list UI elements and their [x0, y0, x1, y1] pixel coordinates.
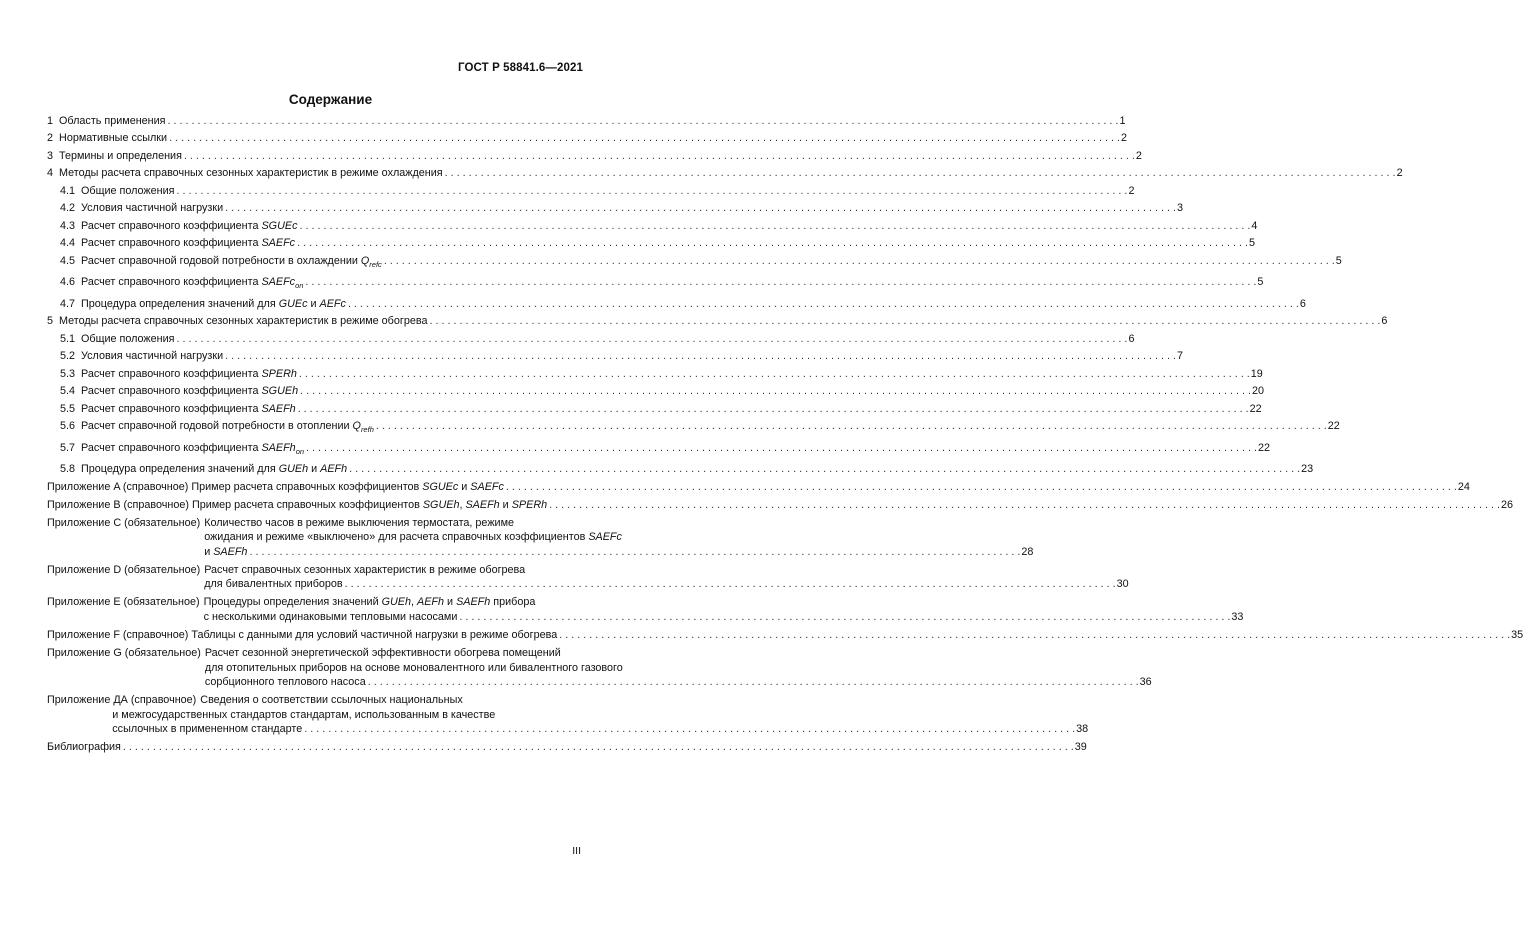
dot-leader: [348, 297, 1299, 312]
section-title: Процедура определения значений для: [81, 463, 276, 476]
section-title: Методы расчета справочных сезонных характеристик в режиме обогрева: [59, 315, 428, 328]
appendix-last-line: [204, 545, 1033, 560]
page-number: 20: [1252, 385, 1265, 398]
section-number: 5.8: [60, 463, 76, 476]
appendix-title-line: Сведения о соответствии ссылочных национальных: [200, 694, 463, 707]
appendix-sep: ,: [411, 596, 418, 609]
appendix-title-text: ссылочных в примененном стандарте: [112, 723, 303, 736]
dot-leader: [298, 402, 1249, 417]
section-number: 4.7: [60, 297, 76, 310]
toc-entry-5-3[interactable]: [47, 367, 1263, 382]
section-symbol-subscript: on: [295, 281, 304, 291]
dot-leader: [299, 367, 1250, 382]
section-symbol: Q: [360, 254, 370, 267]
page-number: 24: [1457, 480, 1470, 493]
toc-entry-appendix-c[interactable]: [47, 516, 1034, 560]
toc-entry-appendix-da[interactable]: [47, 693, 1089, 737]
section-number: 1: [47, 115, 54, 127]
bibliography-title: Библиография: [47, 741, 121, 754]
section-symbol: Q: [352, 420, 361, 433]
dot-leader: [249, 545, 1020, 560]
appendix-title-text: сорбционного теплового насоса: [204, 676, 366, 689]
page-number: 33: [1231, 611, 1244, 623]
section-symbol: SAEFc: [261, 276, 296, 289]
toc-entries: [47, 114, 1403, 477]
section-number: 3: [47, 149, 54, 162]
appendix-title-line: и межгосударственных стандартов стандартам, использованным в качестве: [112, 708, 496, 721]
appendix-title: Пример расчета справочных коэффициентов: [191, 498, 420, 511]
appendix-symbol: SAEFc: [470, 480, 504, 493]
appendix-last-line: [204, 577, 1128, 592]
dot-leader: [184, 149, 1135, 164]
toc-entry-appendix-d[interactable]: [47, 563, 1129, 592]
toc-entry-4-7[interactable]: [47, 297, 1306, 312]
toc-entry-5-4[interactable]: [47, 384, 1265, 399]
dot-leader: [459, 610, 1230, 625]
section-number: 4.6: [60, 276, 76, 289]
page-number: 2: [1135, 149, 1142, 162]
toc-entry-5-6[interactable]: [47, 419, 1340, 438]
section-symbol: AEFc: [319, 297, 346, 310]
page-number: 7: [1177, 350, 1184, 363]
page-number: 28: [1021, 545, 1034, 558]
appendix-symbol: SAEFc: [588, 531, 622, 544]
dot-leader: [345, 577, 1116, 592]
dot-leader: [306, 441, 1257, 456]
page-number: 4: [1251, 219, 1258, 232]
section-number: 5.3: [60, 367, 76, 380]
dot-leader: [225, 201, 1176, 216]
page-number: 19: [1250, 367, 1263, 380]
appendix-title: Пример расчета справочных коэффициентов: [191, 480, 420, 493]
page-number: 5: [1257, 276, 1264, 289]
toc-entry-4-1[interactable]: [47, 184, 1135, 199]
dot-leader: [305, 275, 1256, 290]
appendix-symbol: SPERh: [511, 498, 548, 511]
appendix-title-line: Количество часов в режиме выключения термостата, режиме: [204, 516, 514, 529]
section-number: 4.5: [60, 254, 76, 267]
section-title: Область применения: [59, 115, 166, 127]
appendix-symbol: SAEFh: [456, 596, 491, 609]
appendix-last-line: [204, 610, 1244, 625]
appendix-prefix: Приложение G (обязательное): [47, 646, 201, 659]
section-title: Расчет справочной годовой потребности в охлаждении: [81, 254, 358, 267]
table-of-contents: [47, 114, 1523, 758]
section-number: 5.6: [60, 420, 76, 433]
section-number: 2: [47, 132, 54, 145]
appendix-title-line: для отопительных приборов на основе моновалентного или бивалентного газового: [204, 661, 623, 674]
section-symbol: SGUEh: [261, 385, 299, 398]
toc-entry-3[interactable]: [47, 149, 1142, 164]
page-number: 22: [1327, 420, 1340, 433]
toc-entry-4-3[interactable]: [47, 219, 1258, 234]
toc-entry-5-1[interactable]: [47, 332, 1135, 347]
toc-entry-appendix-f[interactable]: [47, 628, 1523, 643]
section-symbol: AEFh: [320, 463, 348, 476]
appendix-title-line: [204, 530, 1033, 545]
section-number: 5: [47, 315, 54, 328]
appendix-title-text: Процедуры определения значений: [203, 596, 379, 609]
dot-leader: [445, 166, 1396, 181]
toc-entry-2[interactable]: [47, 131, 1128, 146]
dot-leader: [349, 462, 1300, 477]
section-symbol: GUEc: [278, 297, 308, 310]
page-number: 22: [1249, 402, 1262, 415]
page-number: 5: [1335, 254, 1342, 267]
appendix-prefix: Приложение F (справочное): [47, 628, 189, 641]
toc-entry-appendix-a[interactable]: [47, 480, 1470, 495]
toc-entry-4-5[interactable]: [47, 254, 1342, 273]
section-title: Расчет справочного коэффициента: [81, 385, 259, 398]
section-title: Расчет справочной годовой потребности в отоплении: [81, 420, 350, 433]
toc-entry-appendix-g[interactable]: [47, 646, 1152, 690]
section-symbol-subscript: on: [295, 446, 305, 456]
section-number: 4.2: [60, 202, 76, 215]
section-number: 4.3: [60, 219, 76, 232]
section-number: 4.1: [60, 184, 76, 197]
section-title: Условия частичной нагрузки: [81, 350, 224, 363]
appendix-title-text: ожидания и режиме «выключено» для расчета справочных коэффициентов: [204, 531, 586, 544]
appendix-prefix: Приложение ДА (справочное): [47, 694, 197, 707]
section-symbol: SAEFh: [261, 441, 296, 454]
toc-entry-appendix-e[interactable]: [47, 595, 1244, 624]
dot-leader: [384, 254, 1335, 269]
section-title: Методы расчета справочных сезонных характеристик в режиме охлаждения: [59, 167, 443, 180]
dot-leader: [299, 219, 1250, 234]
dot-leader: [168, 114, 1119, 129]
page-number: 36: [1139, 676, 1152, 689]
appendix-sep: ,: [459, 498, 466, 511]
appendix-symbol: SAEFh: [465, 498, 500, 511]
dot-leader: [123, 740, 1074, 755]
dot-leader: [304, 722, 1075, 737]
appendix-prefix: Приложение A (справочное): [47, 480, 189, 493]
page-number: 5: [1249, 237, 1256, 250]
appendix-prefix: Приложение E (обязательное): [47, 596, 200, 609]
toc-entry-4-2[interactable]: [47, 201, 1184, 216]
dot-leader: [169, 131, 1120, 146]
toc-title: Содержание: [288, 92, 373, 107]
section-title: Общие положения: [81, 184, 175, 197]
appendix-prefix: Приложение C (обязательное): [47, 516, 201, 529]
toc-entry-appendix-b[interactable]: [47, 498, 1514, 513]
section-number: 5.4: [60, 385, 76, 398]
page-number: 1: [1119, 115, 1126, 127]
section-number: 5.7: [60, 441, 76, 454]
page-number: 2: [1121, 132, 1128, 145]
dot-leader: [506, 480, 1457, 495]
section-conj: и: [307, 297, 320, 310]
page-number: 35: [1511, 628, 1523, 641]
section-title: Общие положения: [81, 332, 175, 345]
toc-entry-5-2[interactable]: [47, 349, 1184, 364]
appendix-title-text: и: [204, 545, 211, 558]
appendix-conj: и: [444, 596, 457, 609]
toc-entry-bibliography[interactable]: [47, 740, 1087, 755]
section-symbol: GUEh: [278, 463, 309, 476]
page-number: 23: [1301, 463, 1314, 476]
page-number: 6: [1299, 297, 1306, 310]
appendix-title-line: Расчет сезонной энергетической эффективности обогрева помещений: [204, 646, 561, 659]
dot-leader: [549, 498, 1500, 513]
section-number: 4.4: [60, 237, 76, 250]
page-number: 6: [1128, 332, 1135, 345]
toc-entry-5-7[interactable]: [47, 441, 1270, 460]
dot-leader: [177, 332, 1128, 347]
dot-leader: [297, 236, 1248, 251]
standard-code: ГОСТ Р 58841.6—2021: [458, 62, 583, 74]
dot-leader: [300, 384, 1251, 399]
section-symbol-subscript: refh: [360, 425, 374, 435]
section-title: Условия частичной нагрузки: [81, 202, 224, 215]
toc-entry-5-8[interactable]: [47, 462, 1314, 477]
dot-leader: [368, 675, 1139, 690]
page-number: 3: [1177, 202, 1184, 215]
section-title: Расчет справочного коэффициента: [81, 219, 259, 232]
appendix-last-line: [205, 675, 1152, 690]
page-number: 39: [1074, 741, 1087, 754]
appendix-title-text: для бивалентных приборов: [204, 578, 343, 591]
section-title: Расчет справочного коэффициента: [81, 237, 259, 250]
appendix-last-line: [112, 722, 1088, 737]
page-number-roman: III: [572, 845, 581, 857]
section-number: 5.1: [60, 332, 76, 345]
section-title: Расчет справочного коэффициента: [81, 441, 259, 454]
page-number: 26: [1501, 498, 1514, 511]
page-number: 2: [1396, 167, 1403, 180]
toc-entry-1[interactable]: [47, 114, 1126, 129]
section-title: Нормативные ссылки: [59, 132, 168, 145]
section-symbol: SAEFc: [261, 237, 296, 250]
section-title: Процедура определения значений для: [81, 297, 276, 310]
appendix-title-text: с несколькими одинаковыми тепловыми насосами: [203, 611, 458, 623]
appendix-symbol: AEFh: [417, 596, 445, 609]
appendix-title-line: [204, 595, 1244, 610]
toc-entry-5[interactable]: [47, 314, 1388, 329]
toc-entry-4-4[interactable]: [47, 236, 1256, 251]
section-symbol: SAEFh: [261, 402, 296, 415]
section-number: 5.2: [60, 350, 76, 363]
page-number: 2: [1128, 184, 1135, 197]
appendix-title-line: Расчет справочных сезонных характеристик в режиме обогрева: [204, 563, 526, 576]
section-symbol: SPERh: [261, 367, 297, 380]
section-title: Расчет справочного коэффициента: [81, 367, 259, 380]
section-title: Расчет справочного коэффициента: [81, 276, 259, 289]
section-title: Расчет справочного коэффициента: [81, 402, 259, 415]
appendix-conj: и: [499, 498, 512, 511]
toc-entry-4[interactable]: [47, 166, 1403, 181]
dot-leader: [225, 349, 1176, 364]
section-symbol-subscript: refc: [369, 259, 382, 269]
page-number: 38: [1076, 723, 1089, 736]
dot-leader: [559, 628, 1510, 643]
toc-entry-5-5[interactable]: [47, 402, 1262, 417]
appendix-title-text: прибора: [490, 596, 536, 609]
page-number: 22: [1257, 441, 1270, 454]
appendix-title: Таблицы с данными для условий частичной нагрузки в режиме обогрева: [191, 628, 558, 641]
appendix-symbol: SGUEh: [422, 498, 460, 511]
section-symbol: SGUEc: [261, 219, 298, 232]
section-number: 5.5: [60, 402, 76, 415]
dot-leader: [177, 184, 1128, 199]
toc-entry-4-6[interactable]: [47, 275, 1264, 294]
dot-leader: [429, 314, 1380, 329]
section-conj: и: [308, 463, 321, 476]
section-title: Термины и определения: [59, 149, 182, 162]
appendix-symbol: SGUEc: [422, 480, 459, 493]
appendix-prefix: Приложение B (справочное): [47, 498, 189, 511]
appendix-conj: и: [458, 480, 471, 493]
section-number: 4: [47, 167, 54, 180]
appendix-symbol: GUEh: [381, 596, 412, 609]
dot-leader: [376, 419, 1327, 434]
appendix-symbol: SAEFh: [213, 545, 248, 558]
appendix-prefix: Приложение D (обязательное): [47, 563, 201, 576]
page-number: 30: [1116, 578, 1129, 591]
page-number: 6: [1381, 315, 1388, 328]
